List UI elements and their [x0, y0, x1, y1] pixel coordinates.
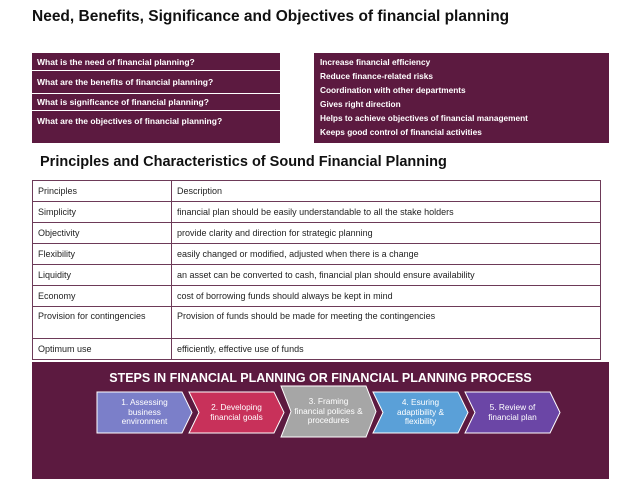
description-cell: financial plan should be easily understandable to all the stake holders [172, 202, 601, 223]
description-cell: easily changed or modified, adjusted when there is a change [172, 244, 601, 265]
column-header: Description [172, 181, 601, 202]
benefit-text: Keeps good control of financial activities [320, 127, 482, 137]
process-title: STEPS IN FINANCIAL PLANNING OR FINANCIAL PLANNING PROCESS [109, 371, 532, 385]
process-step-label: 1. Assessing business environment [121, 397, 168, 427]
page-title: Need, Benefits, Significance and Objectives of financial planning [32, 8, 510, 25]
principle-cell: Economy [33, 286, 172, 307]
table-row [33, 244, 601, 265]
club-bullet-icon: ♣ [298, 71, 304, 81]
question-list [32, 53, 280, 143]
benefit-item [298, 97, 609, 111]
principle-cell: Flexibility [33, 244, 172, 265]
benefit-list [298, 55, 609, 139]
process-step-label: 3. Framing financial policies & procedures [294, 396, 363, 426]
section-title: Principles and Characteristics of Sound Financial Planning [40, 154, 447, 170]
table-row [33, 223, 601, 244]
benefit-item [298, 125, 609, 139]
club-bullet-icon: ♣ [298, 127, 304, 137]
question-item: What are the benefits of financial planning? [32, 71, 280, 94]
benefit-text: Coordination with other departments [320, 85, 466, 95]
description-cell: cost of borrowing funds should always be kept in mind [172, 286, 601, 307]
principle-cell: Optimum use [33, 339, 172, 360]
table-header-row [33, 181, 601, 202]
table-row [33, 202, 601, 223]
table-row [33, 265, 601, 286]
benefit-text: Helps to achieve objectives of financial management [320, 113, 528, 123]
table-row [33, 307, 601, 339]
principle-cell: Simplicity [33, 202, 172, 223]
benefit-text: Reduce finance-related risks [320, 71, 433, 81]
club-bullet-icon: ♣ [298, 99, 304, 109]
question-item: What are the objectives of financial planning? [37, 115, 223, 126]
process-banner [32, 362, 609, 479]
benefit-text: Increase financial efficiency [320, 57, 431, 67]
description-cell: an asset can be converted to cash, financial plan should ensure availability [172, 265, 601, 286]
benefit-item [298, 55, 609, 69]
club-bullet-icon: ♣ [298, 57, 304, 67]
question-item: What is the need of financial planning? [32, 53, 280, 71]
principles-table [32, 180, 601, 360]
club-bullet-icon: ♣ [298, 113, 304, 123]
process-step-label: 5. Review of financial plan [488, 402, 537, 422]
need-benefits-panel [32, 53, 609, 143]
process-step-label: 2. Developing financial goals [210, 402, 263, 422]
table-row [33, 286, 601, 307]
club-bullet-icon: ♣ [298, 85, 304, 95]
benefit-text: Gives right direction [320, 99, 401, 109]
process-step-label: 4. Esuring adaptibility & flexibility [396, 397, 445, 427]
description-cell: Provision of funds should be made for meeting the contingencies [172, 307, 601, 339]
table-row [33, 339, 601, 360]
column-header: Principles [33, 181, 172, 202]
description-cell: provide clarity and direction for strategic planning [172, 223, 601, 244]
description-cell: efficiently, effective use of funds [172, 339, 601, 360]
principle-cell: Liquidity [33, 265, 172, 286]
benefit-item [298, 111, 609, 125]
benefit-item [298, 83, 609, 97]
principle-cell: Provision for contingencies [33, 307, 172, 339]
question-item: What is significance of financial planning? [32, 94, 280, 111]
principle-cell: Objectivity [33, 223, 172, 244]
benefit-item [298, 69, 609, 83]
